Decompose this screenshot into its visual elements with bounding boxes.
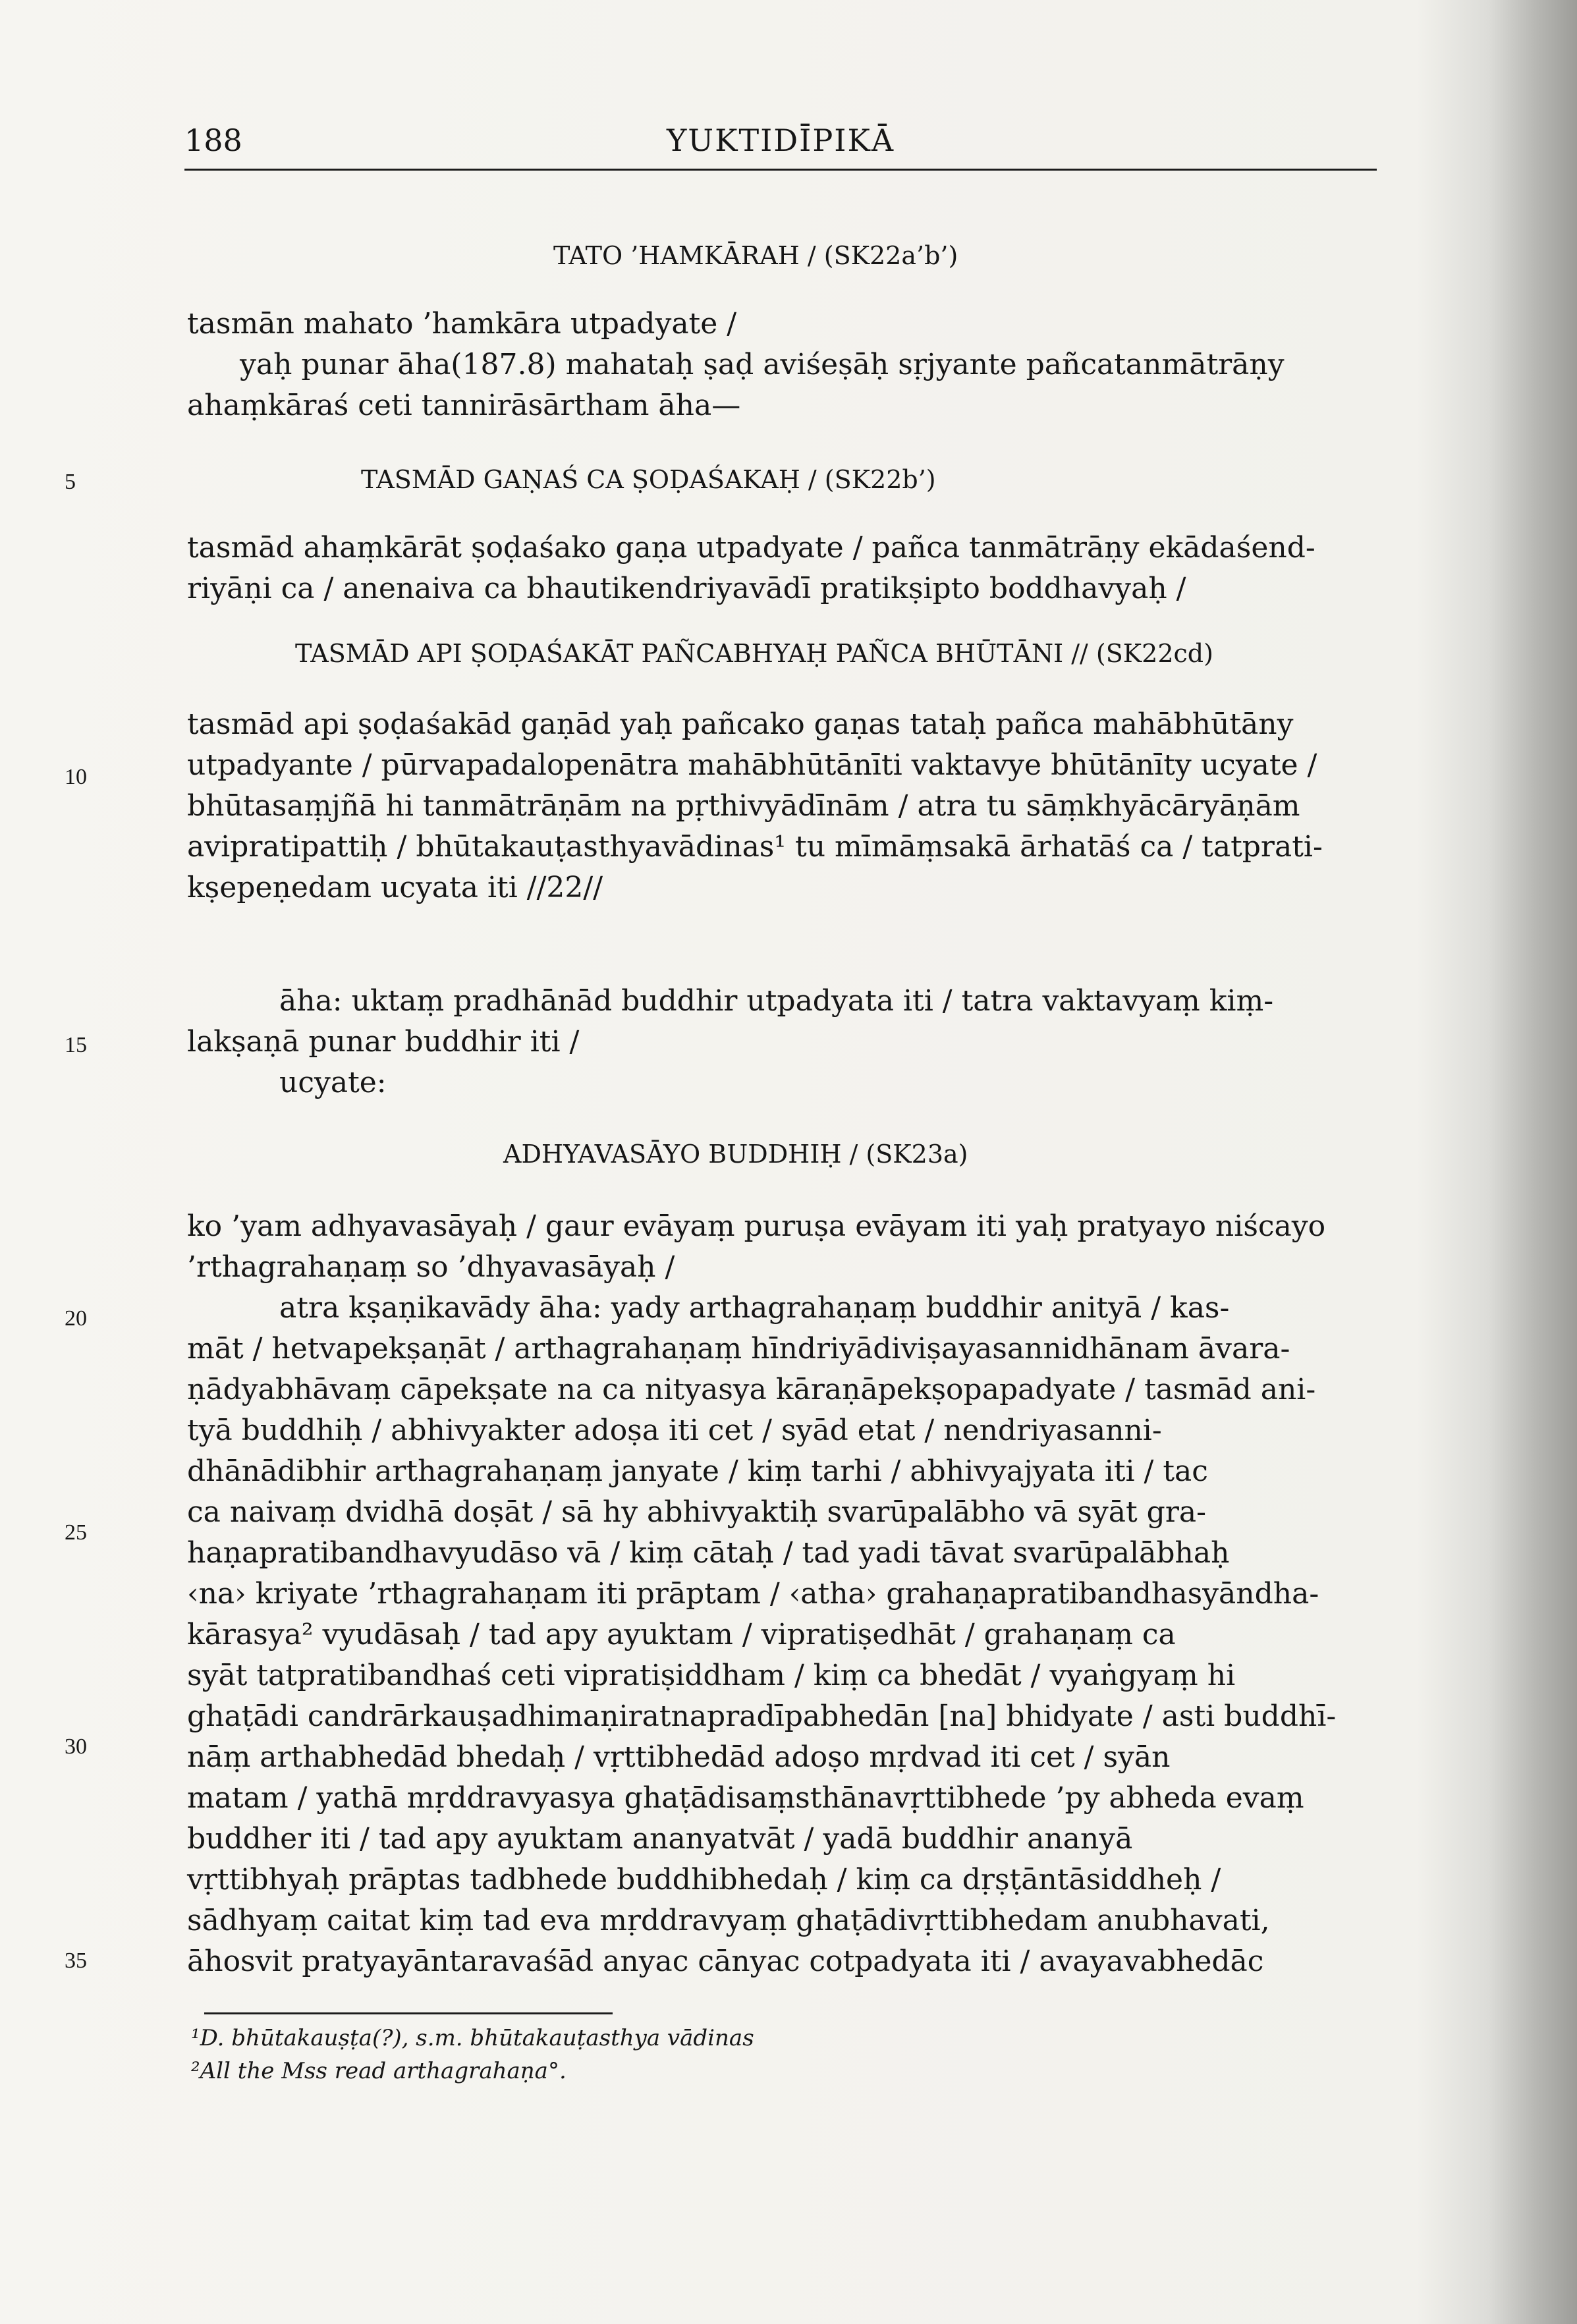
text-line: dhānādibhir arthagrahaṇaṃ janyate / kiṃ tarhi / abhivyajyata iti / tac xyxy=(187,1454,1208,1488)
text-line: kārasya² vyudāsaḥ / tad apy ayuktam / vipratiṣedhāt / grahaṇaṃ ca xyxy=(187,1618,1176,1651)
running-title: YUKTIDĪPIKĀ xyxy=(666,123,895,158)
text-line: āha: uktaṃ pradhānād buddhir utpadyata iti / tatra vaktavyaṃ kiṃ- xyxy=(279,984,1274,1018)
line-number: 15 xyxy=(65,1033,87,1057)
line-number: 5 xyxy=(65,470,76,494)
text-line: utpadyante / pūrvapadalopenātra mahābhūtānīti vaktavye bhūtānīty ucyate / xyxy=(187,748,1317,782)
text-line: bhūtasaṃjñā hi tanmātrāṇām na pṛthivyādīnām / atra tu sāṃkhyācāryāṇām xyxy=(187,789,1300,823)
text-line: haṇapratibandhavyudāso vā / kiṃ cātaḥ / tad yadi tāvat svarūpalābhaḥ xyxy=(187,1536,1230,1570)
text-line: buddher iti / tad apy ayuktam ananyatvāt / yadā buddhir ananyā xyxy=(187,1822,1133,1856)
text-line: matam / yathā mṛddravyasya ghaṭādisaṃsthānavṛttibhede ’py abheda evaṃ xyxy=(187,1781,1304,1815)
text-line: kṣepeṇedam ucyata iti //22// xyxy=(187,871,603,904)
footnote-rule xyxy=(204,2012,613,2014)
line-number: 10 xyxy=(65,765,87,789)
line-number: 30 xyxy=(65,1734,87,1759)
section-heading: ADHYAVASĀYO BUDDHIḤ / (SK23a) xyxy=(503,1140,968,1169)
text-line: atra kṣaṇikavādy āha: yady arthagrahaṇaṃ buddhir anityā / kas- xyxy=(279,1291,1230,1325)
line-number: 20 xyxy=(65,1306,87,1331)
text-line: tasmād ahaṃkārāt ṣoḍaśako gaṇa utpadyate / pañca tanmātrāṇy ekādaśend- xyxy=(187,531,1315,565)
line-number: 25 xyxy=(65,1520,87,1545)
text-line: ahaṃkāraś ceti tannirāsārtham āha— xyxy=(187,389,741,422)
line-number: 35 xyxy=(65,1949,87,1973)
text-line: māt / hetvapekṣaṇāt / arthagrahaṇaṃ hīndriyādiviṣayasannidhānam āvara- xyxy=(187,1332,1290,1366)
text-line: tasmān mahato ’hamkāra utpadyate / xyxy=(187,307,737,341)
text-line: lakṣaṇā punar buddhir iti / xyxy=(187,1025,580,1059)
text-line: yaḥ punar āha(187.8) mahataḥ ṣaḍ aviśeṣāḥ sṛjyante pañcatanmātrāṇy xyxy=(240,348,1285,381)
running-head xyxy=(184,123,1377,171)
text-line: ’rthagrahaṇaṃ so ’dhyavasāyaḥ / xyxy=(187,1250,675,1284)
footnote: ²All the Mss read arthagrahaṇa°. xyxy=(191,2058,567,2084)
text-line: āhosvit pratyayāntaravaśād anyac cānyac cotpadyata iti / avayavabhedāc xyxy=(187,1945,1264,1978)
section-heading: TASMĀD GAṆAŚ CA ṢOḌAŚAKAḤ / (SK22b’) xyxy=(361,465,936,494)
text-line: nāṃ arthabhedād bhedaḥ / vṛttibhedād adoṣo mṛdvad iti cet / syān xyxy=(187,1740,1171,1774)
text-line: syāt tatpratibandhaś ceti vipratiṣiddham / kiṃ ca bhedāt / vyaṅgyaṃ hi xyxy=(187,1659,1236,1692)
text-line: tyā buddhiḥ / abhivyakter adoṣa iti cet / syād etat / nendriyasanni- xyxy=(187,1414,1162,1447)
section-heading: TATO ’HAMKĀRAH / (SK22a’b’) xyxy=(553,241,958,270)
text-line: ko ’yam adhyavasāyaḥ / gaur evāyaṃ puruṣa evāyam iti yaḥ pratyayo niścayo xyxy=(187,1209,1326,1243)
text-line: riyāṇi ca / anenaiva ca bhautikendriyavādī pratikṣipto boddhavyaḥ / xyxy=(187,572,1186,605)
text-line: ṇādyabhāvaṃ cāpekṣate na ca nityasya kāraṇāpekṣopapadyate / tasmād ani- xyxy=(187,1373,1316,1406)
text-line: avipratipattiḥ / bhūtakauṭasthyavādinas¹ tu mīmāṃsakā ārhatāś ca / tatprati- xyxy=(187,830,1323,864)
section-heading: TASMĀD API ṢOḌAŚAKĀT PAÑCABHYAḤ PAÑCA BHŪTĀNI // (SK22cd) xyxy=(295,639,1213,668)
text-line: ghaṭādi candrārkauṣadhimaṇiratnapradīpabhedān [na] bhidyate / asti buddhī- xyxy=(187,1700,1337,1733)
text-line: ‹na› kriyate ’rthagrahaṇam iti prāptam / ‹atha› grahaṇapratibandhasyāndha- xyxy=(187,1577,1319,1611)
footnote: ¹D. bhūtakauṣṭa(?), s.m. bhūtakauṭasthya vādinas xyxy=(191,2025,754,2051)
text-line: vṛttibhyaḥ prāptas tadbhede buddhibhedaḥ / kiṃ ca dṛṣṭāntāsiddheḥ / xyxy=(187,1863,1221,1896)
text-line: ca naivaṃ dvidhā doṣāt / sā hy abhivyaktiḥ svarūpalābho vā syāt gra- xyxy=(187,1495,1206,1529)
page-number: 188 xyxy=(184,123,242,158)
text-line: tasmād api ṣoḍaśakād gaṇād yaḥ pañcako gaṇas tataḥ pañca mahābhūtāny xyxy=(187,707,1294,741)
text-line: ucyate: xyxy=(279,1066,387,1099)
text-line: sādhyaṃ caitat kiṃ tad eva mṛddravyaṃ ghaṭādivṛttibhedam anubhavati, xyxy=(187,1904,1270,1937)
